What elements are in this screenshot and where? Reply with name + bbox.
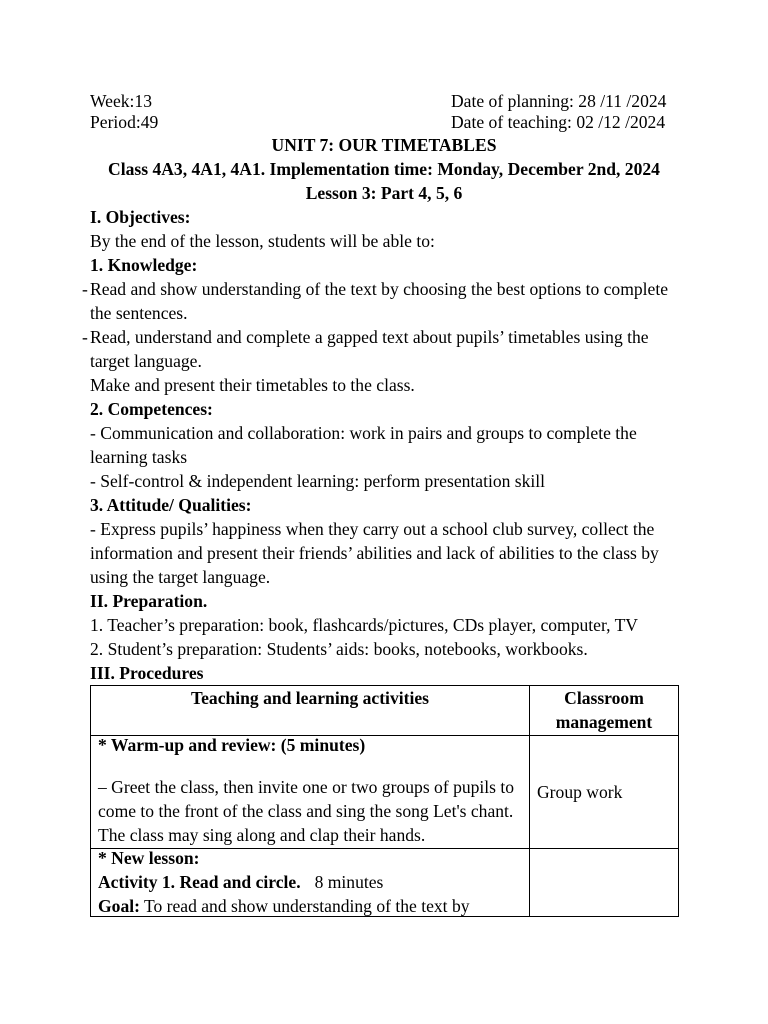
lesson-plan-page — [82, 91, 678, 917]
attitude-heading: 3. Attitude/ Qualities: — [90, 495, 252, 515]
goal-label: Goal: — [98, 896, 140, 916]
lesson-title: Lesson 3: Part 4, 5, 6 — [305, 183, 463, 203]
table-header-row — [91, 686, 679, 736]
teacher-preparation: 1. Teacher’s preparation: book, flashcards/pictures, CDs player, computer, TV — [90, 615, 638, 635]
management-cell: Group work — [530, 736, 679, 849]
table-row — [91, 736, 679, 849]
goal-line — [98, 894, 522, 918]
activity-line — [98, 870, 522, 894]
objectives-heading: I. Objectives: — [90, 207, 191, 227]
activity-title: Activity 1. Read and circle. — [98, 872, 301, 892]
date-of-teaching: Date of teaching: 02 /12 /2024 — [451, 112, 666, 132]
procedures-heading: III. Procedures — [90, 663, 204, 683]
blank-line — [98, 757, 522, 775]
new-lesson-heading: * New lesson: — [98, 848, 200, 868]
new-lesson-block — [98, 846, 522, 918]
table-row — [91, 849, 679, 917]
week-label: Week:13 — [90, 91, 152, 111]
competence-item: - Self-control & independent learning: perform presentation skill — [90, 471, 546, 491]
period-row — [90, 112, 678, 133]
knowledge-item-text: Read, understand and complete a gapped text about pupils’ timetables using the target language. — [90, 327, 649, 371]
procedures-table — [90, 685, 679, 917]
activity-cell — [91, 736, 530, 849]
unit-title: UNIT 7: OUR TIMETABLES — [271, 135, 497, 155]
knowledge-heading: 1. Knowledge: — [90, 255, 198, 275]
activity-time: 8 minutes — [314, 872, 384, 892]
goal-text: To read and show understanding of the text by — [143, 896, 470, 916]
period-label: Period:49 — [90, 112, 159, 132]
class-info: Class 4A3, 4A1, 4A1. Implementation time: Monday, December 2nd, 2024 — [108, 159, 660, 179]
list-dash: - — [82, 327, 88, 347]
knowledge-item — [82, 325, 678, 373]
competence-item: - Communication and collaboration: work in pairs and groups to complete the learning tasks — [90, 423, 637, 467]
knowledge-item — [82, 277, 678, 325]
list-dash: - — [82, 279, 88, 299]
activity-cell — [91, 849, 530, 917]
warmup-heading: * Warm-up and review: (5 minutes) — [98, 735, 366, 755]
student-preparation: 2. Student’s preparation: Students’ aids: books, notebooks, workbooks. — [90, 639, 588, 659]
objectives-intro: By the end of the lesson, students will be able to: — [90, 231, 435, 251]
date-of-planning: Date of planning: 28 /11 /2024 — [451, 91, 667, 111]
attitude-item: - Express pupils’ happiness when they carry out a school club survey, collect the information and present their friends’ abilities and lack of abilities to the class by using the target language. — [90, 519, 659, 587]
preparation-heading: II. Preparation. — [90, 591, 208, 611]
knowledge-extra: Make and present their timetables to the class. — [90, 375, 415, 395]
header-management: Classroom management — [530, 686, 679, 736]
management-cell — [530, 849, 679, 917]
week-row — [90, 91, 678, 112]
warmup-body: – Greet the class, then invite one or two groups of pupils to come to the front of the class and sing the song Let's chant. The class may sing along and clap their hands. — [98, 777, 515, 845]
competences-heading: 2. Competences: — [90, 399, 213, 419]
knowledge-item-text: Read and show understanding of the text by choosing the best options to complete the sentences. — [90, 279, 668, 323]
header-activities: Teaching and learning activities — [91, 686, 530, 736]
